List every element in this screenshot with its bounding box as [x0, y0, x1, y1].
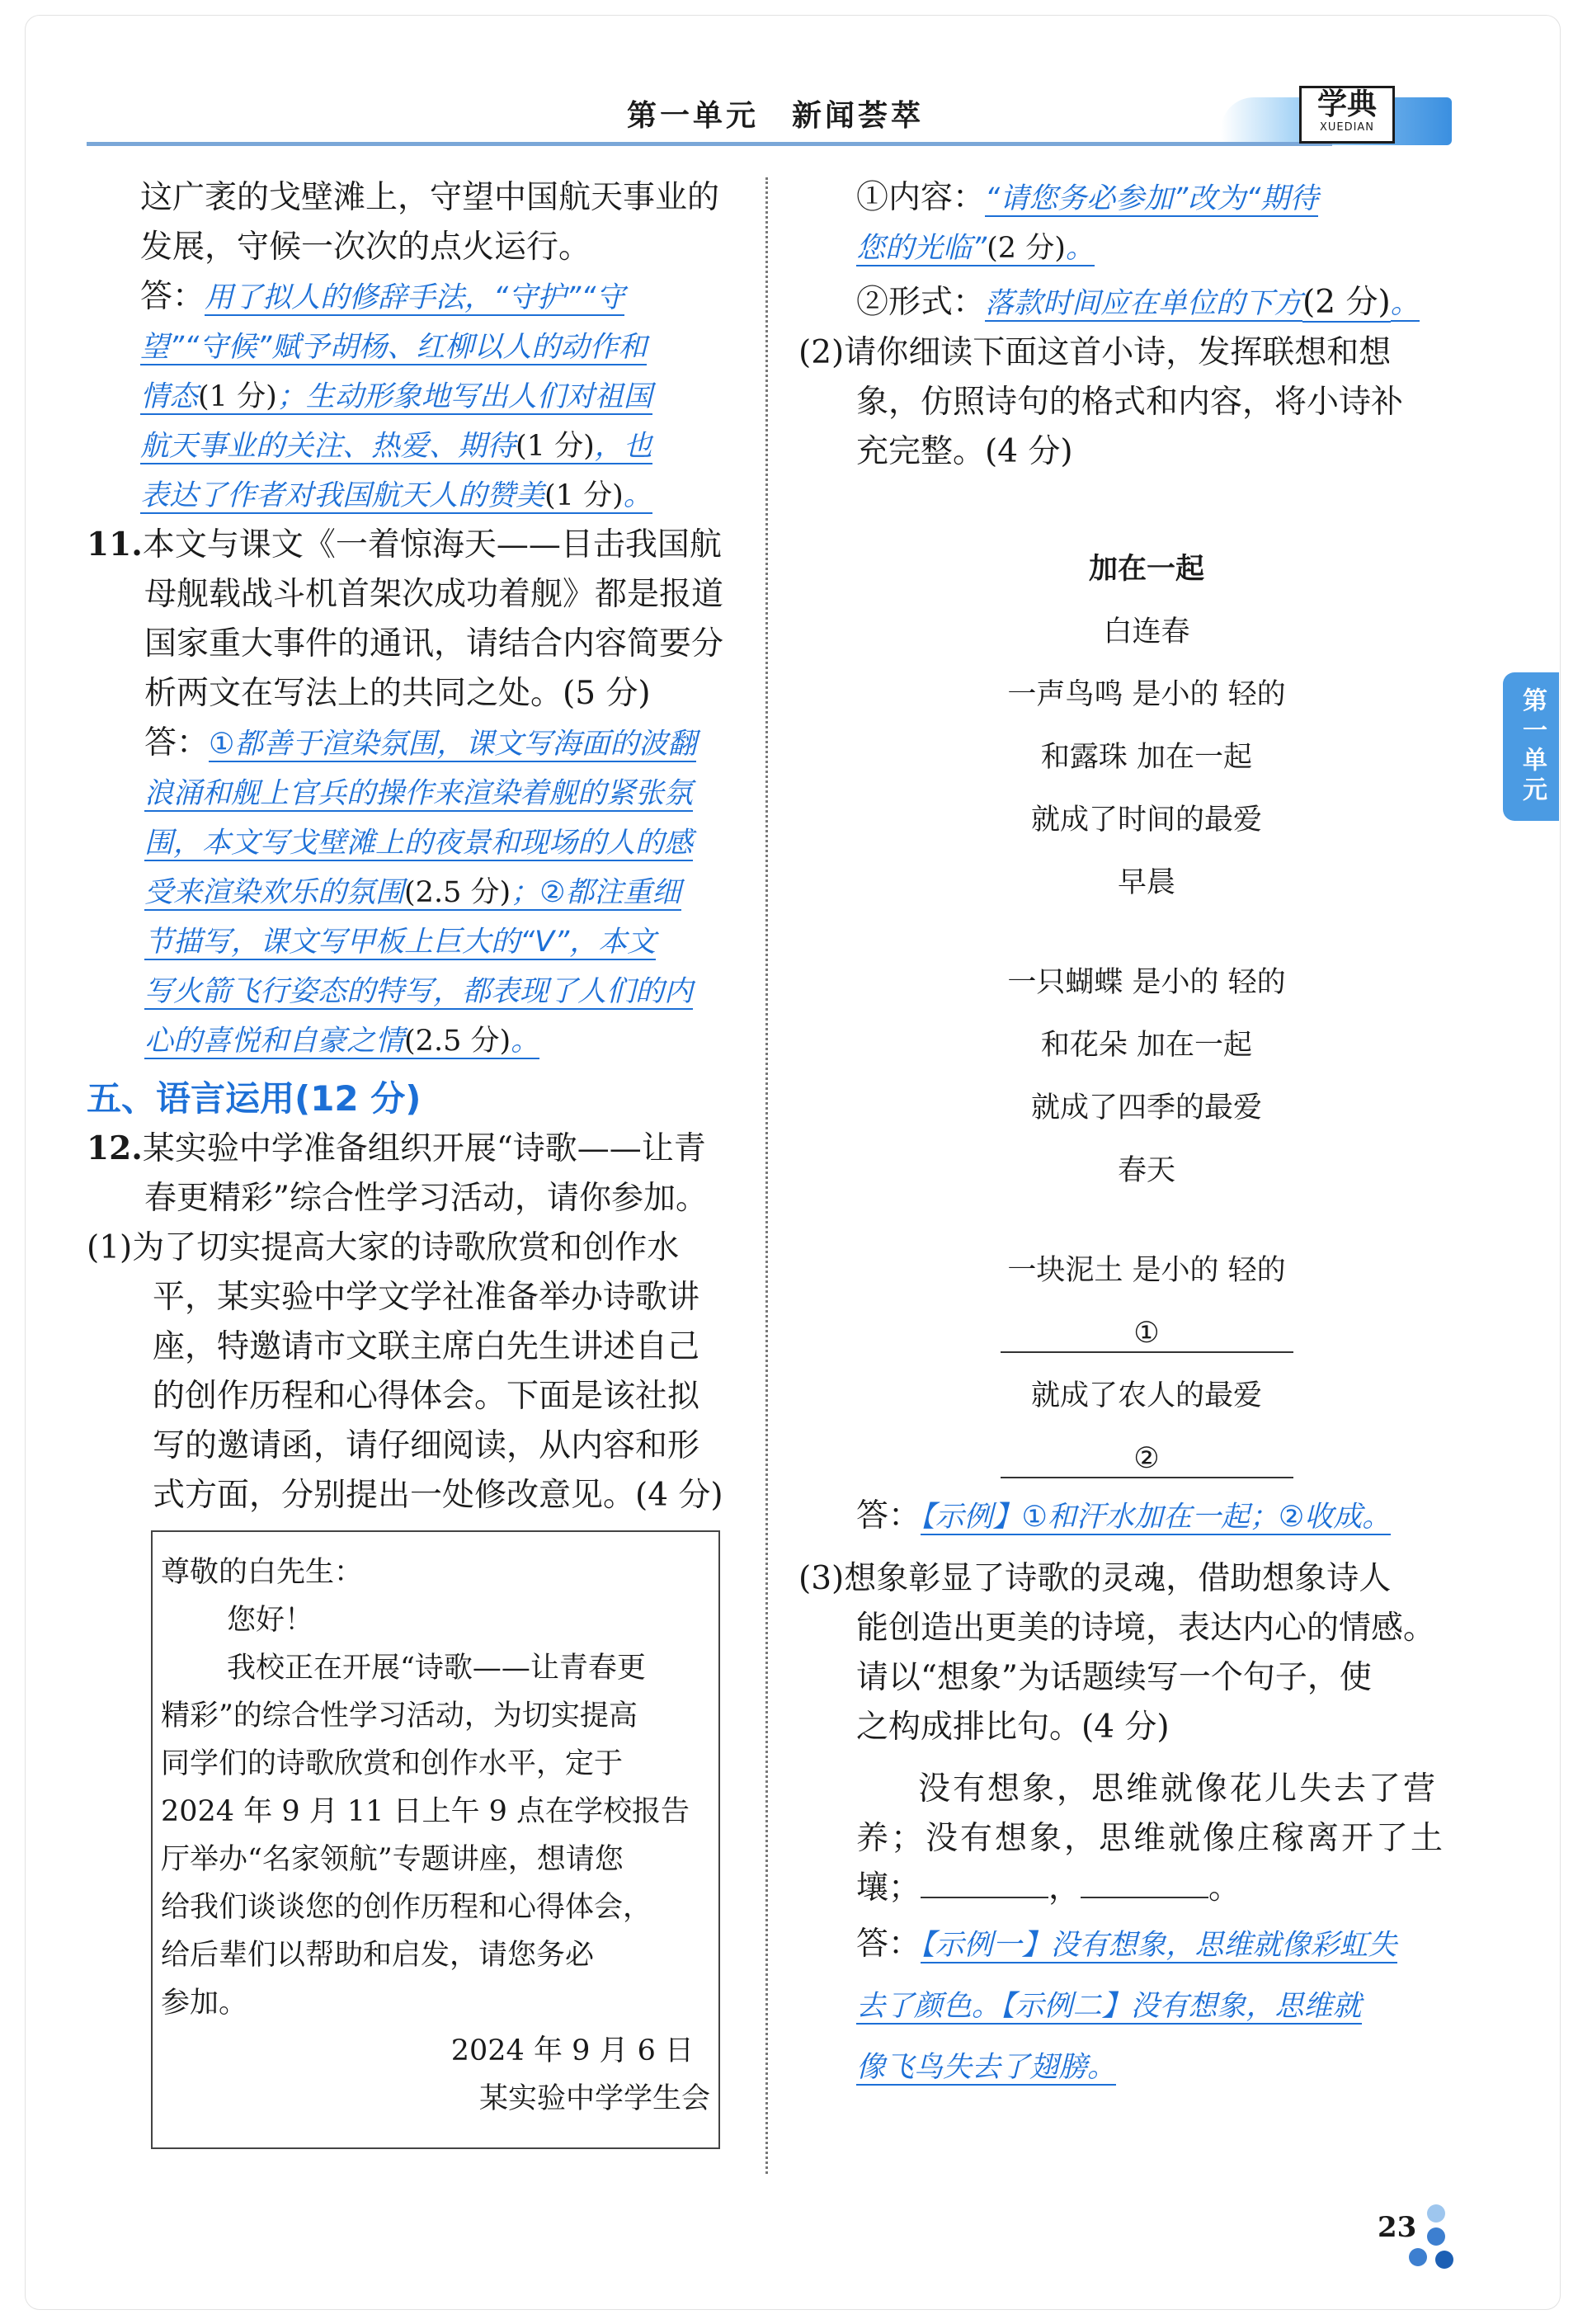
poem-blank-2: ② — [1001, 1440, 1293, 1478]
q10-answer: 航天事业的关注、热爱、期待 — [140, 430, 516, 463]
parallel-para: 。 — [1208, 1869, 1241, 1907]
letter-line: 参加。 — [161, 1987, 248, 2020]
points: (2 分) — [987, 232, 1066, 265]
q11-answer: 浪涌和舰上官兵的操作来渲染着舰的紧张氛 — [144, 777, 694, 810]
q11-text: 本文与课文《一着惊海天——目击我国航 — [142, 526, 722, 563]
q12-1-answer: 您的光临” — [856, 232, 987, 265]
q12-2-text: 充完整。(4 分) — [856, 433, 1073, 470]
parallel-para: 壤； — [856, 1869, 921, 1907]
points: (1 分) — [198, 380, 277, 413]
q10-answer: 表达了作者对我国航天人的赞美 — [140, 479, 545, 512]
fill-blank-2[interactable] — [1081, 1867, 1208, 1898]
answer-label: 答： — [856, 1497, 921, 1534]
q10-answer: ，也 — [594, 430, 652, 463]
poem-line: 和花朵 加在一起 — [1040, 1029, 1253, 1062]
answer-label: 答： — [856, 1926, 921, 1963]
right-column-lower — [798, 1492, 1467, 2092]
q12-3-answer: 。 — [972, 1990, 1001, 2023]
poem-line: 一块泥土 是小的 轻的 — [1007, 1254, 1286, 1287]
q12-3-answer: 【示例二】没有想象，思维就 — [1001, 1990, 1362, 2023]
poem-blank-1: ① — [1001, 1315, 1293, 1353]
letter-line: 精彩”的综合性学习活动，为切实提高 — [161, 1699, 638, 1732]
q12-1-text: (1)为了切实提高大家的诗歌欣赏和创作水 — [87, 1229, 680, 1266]
q12-1-text: 式方面，分别提出一处修改意见。(4 分) — [153, 1477, 723, 1514]
answer-label: 答： — [140, 278, 205, 315]
answer-label: 答： — [144, 724, 210, 761]
header-title: 第一单元 新闻荟萃 — [627, 99, 925, 133]
points: (2.5 分) — [404, 876, 511, 909]
q11-text: 析两文在写法上的共同之处。(5 分) — [144, 675, 651, 712]
q12-text: 春更精彩”综合性学习活动，请你参加。 — [144, 1180, 708, 1217]
q12-2-text: (2)请你细读下面这首小诗，发挥联想和想 — [798, 334, 1392, 371]
q11-answer: ；②都注重细 — [511, 876, 681, 909]
q12-2-answer: 。 — [1362, 1501, 1392, 1534]
q11-text: 国家重大事件的通讯，请结合内容简要分 — [144, 625, 724, 662]
poem — [916, 538, 1378, 1490]
left-column — [140, 173, 747, 521]
xuedian-logo — [1299, 86, 1395, 144]
q10-answer: 望”“守候”赋予胡杨、红柳以人的动作和 — [140, 331, 648, 364]
q12-1-answer: 。 — [1390, 287, 1420, 320]
q12-2-answer: 【示例】①和汗水加在一起；②收成 — [921, 1501, 1363, 1534]
poem-line: 就成了农人的最爱 — [1030, 1379, 1262, 1412]
q12-3-answer: 。 — [1087, 2051, 1117, 2084]
poem-line: 一只蝴蝶 是小的 轻的 — [1007, 966, 1286, 999]
decor-dot — [1409, 2248, 1427, 2266]
q11-answer: 受来渲染欢乐的氛围 — [144, 876, 405, 909]
q10-answer: 用了拟人的修辞手法，“守护”“守 — [205, 281, 625, 314]
header-rule — [87, 142, 1332, 146]
q11-answer: 。 — [511, 1025, 540, 1058]
q12-3-answer: 【示例一】没有想象，思维就像彩虹失 — [921, 1929, 1397, 1962]
q12-2-text: 象，仿照诗句的格式和内容，将小诗补 — [856, 384, 1404, 421]
q10-line: 发展，守候一次次的点火运行。 — [140, 229, 591, 266]
points: (2 分) — [1302, 284, 1391, 321]
q11-number: 11. — [87, 526, 143, 563]
points: (1 分) — [544, 479, 624, 512]
poem-line: 和露珠 加在一起 — [1040, 741, 1253, 774]
invitation-letter — [151, 1530, 720, 2149]
letter-greeting: 尊敬的白先生： — [161, 1556, 364, 1589]
logo-main-text: 学典 — [1316, 87, 1377, 121]
q12-1-text: 平，某实验中学文学社准备举办诗歌讲 — [153, 1279, 700, 1316]
decor-dot — [1427, 2227, 1445, 2246]
poem-title: 加在一起 — [1088, 553, 1204, 586]
q12-3-text: (3)想象彰显了诗歌的灵魂，借助想象诗人 — [798, 1560, 1392, 1597]
q12-3-text: 能创造出更美的诗境，表达内心的情感。 — [856, 1610, 1436, 1647]
letter-line: 厅举办“名家领航”专题讲座，想请您 — [161, 1843, 624, 1876]
parallel-para: 没有想象，思维就像花儿失去了营 — [918, 1770, 1439, 1808]
answer-label: ②形式： — [856, 284, 986, 321]
q11-text: 母舰载战斗机首架次成功着舰》都是报道 — [144, 576, 724, 613]
q12-text: 某实验中学准备组织开展“诗歌——让青 — [142, 1130, 706, 1167]
q12-3-text: 请以“想象”为话题续写一个句子，使 — [856, 1659, 1372, 1696]
letter-line: 2024 年 9 月 11 日上午 9 点在学校报告 — [161, 1795, 690, 1828]
q11-answer: 节描写，课文写甲板上巨大的“V”，本文 — [144, 926, 657, 959]
letter-date: 2024 年 9 月 6 日 — [450, 2034, 694, 2067]
points: (1 分) — [516, 430, 595, 463]
letter-line: 给后辈们以帮助和启发，请您务必 — [161, 1939, 595, 1972]
poem-line: 早晨 — [1117, 866, 1175, 899]
letter-signature: 某实验中学学生会 — [478, 2082, 710, 2115]
poem-line: 春天 — [1117, 1154, 1175, 1187]
poem-line: 就成了时间的最爱 — [1030, 804, 1262, 837]
q12-number: 12. — [87, 1129, 143, 1167]
q10-answer: 情态 — [140, 380, 199, 413]
right-column — [798, 173, 1458, 477]
column-divider — [765, 177, 768, 2174]
section-heading: 五、语言运用(12 分) — [87, 1078, 422, 1119]
parallel-para: 养；没有想象，思维就像庄稼离开了土 — [856, 1820, 1446, 1857]
q12-3-text: 之构成排比句。(4 分) — [856, 1709, 1170, 1746]
q11-answer: 写火箭飞行姿态的特写，都表现了人们的内 — [144, 975, 694, 1008]
q12-3-answer: 去了颜色 — [856, 1990, 973, 2023]
q12-1-text: 座，特邀请市文联主席白先生讲述自己 — [153, 1328, 700, 1365]
q12-1-answer: “请您务必参加”改为“期待 — [985, 182, 1319, 215]
answer-label: ①内容： — [856, 179, 986, 216]
poem-author: 白连春 — [1103, 615, 1190, 648]
q11-answer: 围，本文写戈壁滩上的夜景和现场的人的感 — [144, 827, 694, 860]
q10-line: 这广袤的戈壁滩上，守望中国航天事业的 — [140, 179, 720, 216]
q12-1-text: 写的邀请函，请仔细阅读，从内容和形 — [153, 1427, 700, 1464]
poem-line: 一声鸟鸣 是小的 轻的 — [1007, 678, 1286, 711]
q12-1-text: 的创作历程和心得体会。下面是该社拟 — [153, 1378, 700, 1415]
q11-answer: 心的喜悦和自豪之情 — [144, 1025, 405, 1058]
logo-sub-text: XUEDIAN — [1319, 121, 1375, 134]
letter-line: 您好！ — [227, 1604, 314, 1637]
letter-line: 我校正在开展“诗歌——让青春更 — [227, 1652, 646, 1685]
poem-line: 就成了四季的最爱 — [1030, 1091, 1262, 1124]
letter-line: 同学们的诗歌欣赏和创作水平，定于 — [161, 1747, 624, 1780]
parallel-para: ， — [1048, 1869, 1081, 1907]
q11-block — [87, 520, 747, 1520]
q10-answer: ；生动形象地写出人们对祖国 — [276, 380, 652, 413]
unit-side-tab: 第一单元 — [1503, 672, 1559, 821]
decor-dot — [1427, 2204, 1445, 2223]
q12-3-answer: 像飞鸟失去了翅膀 — [856, 2051, 1088, 2084]
decor-dot — [1435, 2251, 1453, 2269]
page-number: 23 — [1378, 2211, 1417, 2244]
q10-answer: 。 — [623, 479, 652, 512]
q10-answer-line — [140, 272, 747, 323]
q11-answer: ①都善于渲染氛围，课文写海面的波翻 — [209, 728, 697, 761]
letter-line: 给我们谈谈您的创作历程和心得体会， — [161, 1891, 652, 1924]
q12-1-answer: 。 — [1065, 232, 1095, 265]
fill-blank-1[interactable] — [921, 1867, 1048, 1898]
points: (2.5 分) — [404, 1025, 511, 1058]
q12-1-answer: 落款时间应在单位的下方 — [985, 287, 1303, 320]
